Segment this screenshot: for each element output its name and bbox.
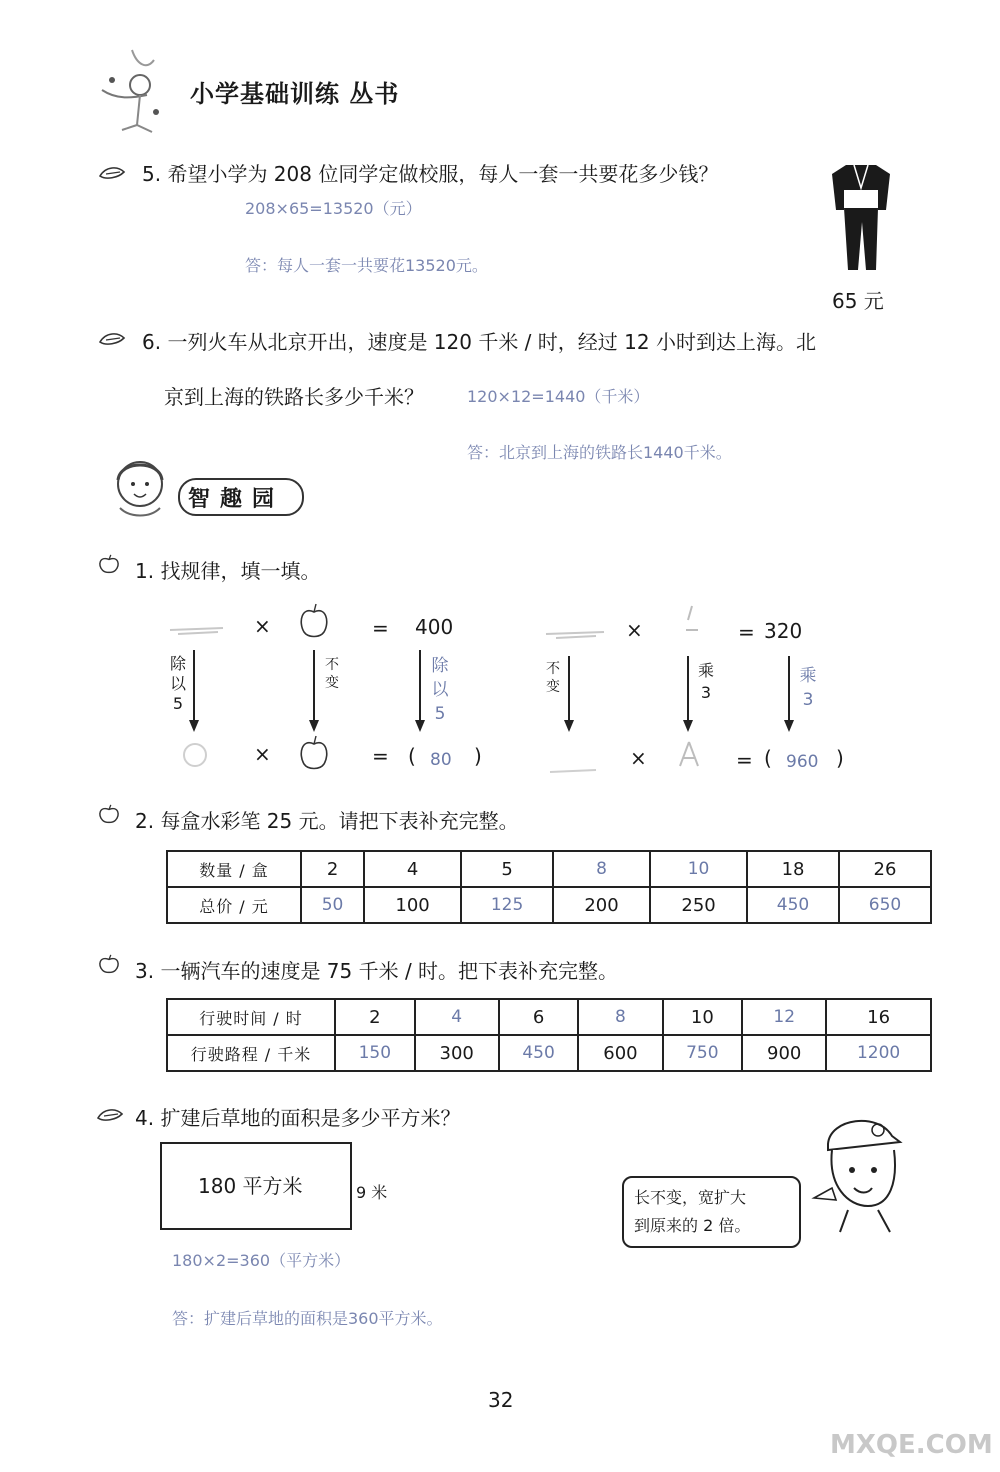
table-cell: 250: [650, 887, 747, 923]
down-arrow-icon: [307, 648, 321, 736]
problem-2-text: 2. 每盒水彩笔 25 元。请把下表补充完整。: [135, 809, 519, 833]
down-arrow-icon: [187, 648, 201, 736]
down-arrow-icon: [782, 654, 796, 736]
table-header-cell: 行驶时间 / 时: [167, 999, 335, 1035]
op-divide-5-label: 除以5: [169, 654, 186, 713]
table-header-cell: 数量 / 盒: [167, 851, 301, 887]
table-cell: 5: [461, 851, 553, 887]
question-6-line2: 京到上海的铁路长多少千米？: [164, 385, 424, 409]
school-uniform-icon: [826, 160, 896, 275]
op-answer-divide-5-label: 除以5: [431, 656, 449, 724]
girl-mascot-icon: [100, 452, 180, 522]
table-answer-cell: 50: [301, 887, 364, 923]
leaf-bullet-icon: [98, 162, 128, 182]
equals-sign: =: [372, 616, 389, 640]
hint-line-1: 长不变，宽扩大: [634, 1188, 747, 1207]
table-cell: 4: [364, 851, 461, 887]
apple-icon: [296, 734, 332, 772]
table-answer-cell: 12: [742, 999, 826, 1035]
right-answer: 960: [786, 752, 819, 772]
table-row: [167, 1035, 931, 1071]
paren-close: ): [836, 746, 844, 770]
page-number: 32: [488, 1388, 514, 1412]
table-cell: 16: [826, 999, 931, 1035]
times-sign: ×: [254, 742, 271, 766]
problem-4-work: 180×2=360（平方米）: [172, 1251, 351, 1270]
table-answer-cell: 10: [650, 851, 747, 887]
table-answer-cell: 1200: [826, 1035, 931, 1071]
faded-item-icon: [544, 622, 608, 642]
apple-icon: [296, 602, 332, 640]
question-5-answer: 答：每人一套一共要花13520元。: [245, 256, 488, 275]
equals-sign: =: [738, 620, 755, 644]
paren-open: (: [408, 744, 416, 768]
op-unchanged-label: 不变: [325, 657, 339, 691]
price-table: [166, 850, 932, 924]
question-5-work: 208×65=13520（元）: [245, 199, 422, 218]
table-cell: 200: [553, 887, 650, 923]
watermark-text: MXQE.COM: [830, 1430, 993, 1460]
table-answer-cell: 8: [553, 851, 650, 887]
distance-table: [166, 998, 932, 1072]
problem-4-text: 4. 扩建后草地的面积是多少平方米？: [135, 1106, 461, 1130]
faded-item-icon: [175, 740, 215, 770]
table-cell: 10: [663, 999, 743, 1035]
times-sign: ×: [626, 618, 643, 642]
table-answer-cell: 750: [663, 1035, 743, 1071]
down-arrow-icon: [681, 654, 695, 736]
table-cell: 300: [415, 1035, 499, 1071]
table-cell: 900: [742, 1035, 826, 1071]
op-answer-multiply-3-label: 乘3: [799, 666, 817, 710]
problem-1-text: 1. 找规律，填一填。: [135, 559, 321, 583]
table-header-cell: 总价 / 元: [167, 887, 301, 923]
table-row: [167, 999, 931, 1035]
equals-sign: =: [372, 744, 389, 768]
table-cell: 2: [301, 851, 364, 887]
paren-close: ): [474, 744, 482, 768]
table-answer-cell: 150: [335, 1035, 415, 1071]
apple-bullet-icon: [94, 804, 124, 824]
apple-bullet-icon: [94, 554, 124, 574]
question-6-work: 120×12=1440（千米）: [467, 387, 650, 406]
problem-3-text: 3. 一辆汽车的速度是 75 千米 / 时。把下表补充完整。: [135, 959, 619, 983]
table-answer-cell: 450: [499, 1035, 579, 1071]
table-answer-cell: 650: [839, 887, 931, 923]
table-header-cell: 行驶路程 / 千米: [167, 1035, 335, 1071]
left-result: 400: [415, 615, 454, 639]
table-cell: 100: [364, 887, 461, 923]
faded-item-icon: [674, 738, 704, 772]
table-cell: 18: [747, 851, 839, 887]
paren-open: (: [764, 746, 772, 770]
table-cell: 26: [839, 851, 931, 887]
lawn-area-label: 180 平方米: [198, 1174, 303, 1198]
lawn-width-label: 9 米: [356, 1183, 388, 1202]
hint-line-2: 到原来的 2 倍。: [634, 1216, 751, 1235]
question-5-text: 5. 希望小学为 208 位同学定做校服，每人一套一共要花多少钱？: [142, 162, 719, 186]
question-6-line1: 6. 一列火车从北京开出，速度是 120 千米 / 时，经过 12 小时到达上海。北: [142, 330, 816, 354]
faded-item-icon: [168, 618, 228, 638]
header-title: 小学基础训练 丛书: [190, 80, 400, 108]
times-sign: ×: [254, 614, 271, 638]
table-row: [167, 851, 931, 887]
op-multiply-3-label: 乘3: [697, 661, 714, 702]
question-6-answer: 答：北京到上海的铁路长1440千米。: [467, 443, 732, 462]
table-cell: 600: [578, 1035, 662, 1071]
table-cell: 2: [335, 999, 415, 1035]
down-arrow-icon: [413, 648, 427, 736]
right-result: 320: [764, 619, 803, 643]
cartoon-logo-icon: [92, 40, 182, 135]
table-answer-cell: 4: [415, 999, 499, 1035]
equals-sign: =: [736, 748, 753, 772]
hint-speech-bubble: [622, 1176, 801, 1248]
problem-4-answer: 答：扩建后草地的面积是360平方米。: [172, 1309, 443, 1328]
table-cell: 6: [499, 999, 579, 1035]
down-arrow-icon: [562, 654, 576, 736]
table-answer-cell: 450: [747, 887, 839, 923]
leaf-bullet-icon: [98, 328, 128, 348]
times-sign: ×: [630, 746, 647, 770]
faded-item-icon: [546, 760, 602, 780]
section-title: 智趣园: [188, 487, 285, 512]
faded-item-icon: [680, 604, 704, 644]
op-unchanged-label: 不变: [546, 661, 560, 695]
uniform-price-label: 65 元: [832, 289, 884, 313]
table-row: [167, 887, 931, 923]
left-answer: 80: [430, 750, 452, 770]
leaf-bullet-icon: [96, 1104, 126, 1124]
boy-cartoon-icon: [808, 1106, 908, 1234]
table-answer-cell: 8: [578, 999, 662, 1035]
apple-bullet-icon: [94, 954, 124, 974]
table-answer-cell: 125: [461, 887, 553, 923]
